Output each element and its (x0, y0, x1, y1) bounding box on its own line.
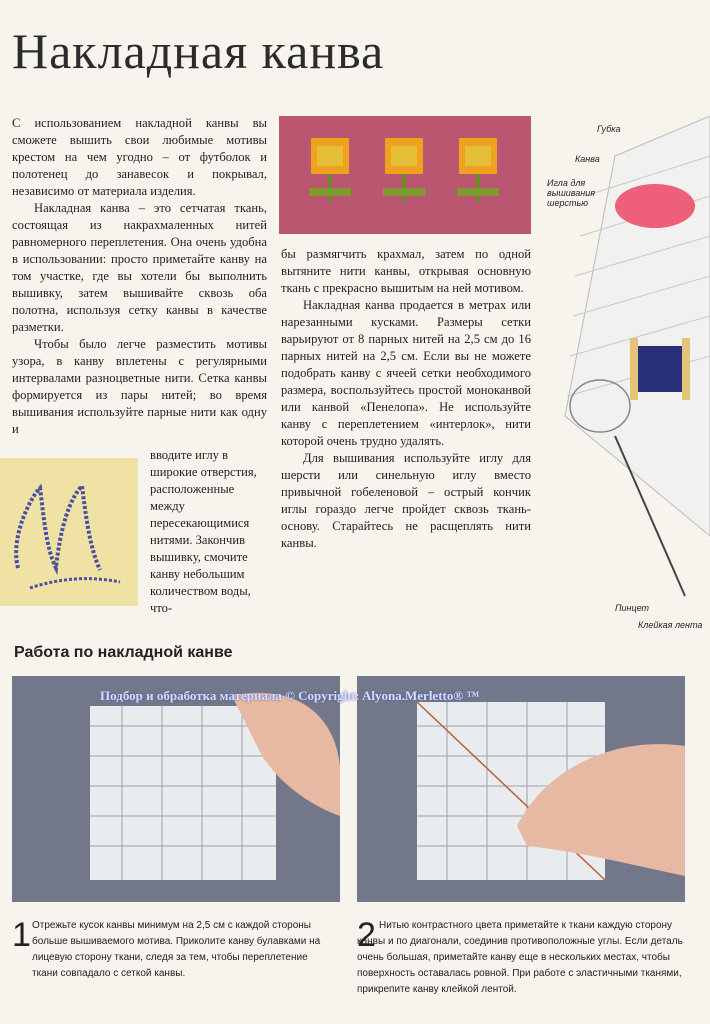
copyright-watermark: Подбор и обработка материала © Copyright: Alyona.Merletto® ™ (100, 688, 480, 703)
column-2 (281, 246, 531, 552)
tulip-embroidery-illustration (279, 116, 531, 234)
thread-spool (630, 338, 690, 400)
callout-sponge: Губка (597, 124, 621, 134)
step-2-illustration (357, 676, 685, 902)
step-2-number: 2 (357, 916, 376, 954)
tulip-motif-3 (457, 138, 499, 202)
monogram-illustration (0, 458, 138, 606)
tulip-motif-2 (383, 138, 425, 202)
tulip-motif-1 (309, 138, 351, 202)
callout-needle: Игла для вышивания шерстью (547, 178, 596, 208)
section-heading: Работа по накладной канве (14, 644, 233, 661)
callout-canvas: Канва (575, 154, 600, 164)
step-1-illustration (12, 676, 340, 902)
paragraph-placement: Чтобы было легче разместить мотивы узора, в канву вплетены с регулярными интервалами разноцветные нити. Сетка канвы формируется из пары нитей; во время вышивания используйте парные нити как одну и (12, 337, 267, 436)
paragraph-sizes: Накладная канва продается в метрах или нарезанными кусками. Размеры сетки варьируют от 8 парных нитей на 2,5 см до 16 парных нитей на 2,5 см. Если вы не можете подобрать канву с ячеей сетки необходимого размера, воспользуйтесь простой моноканвой или канвой «Пенелопа». Не используйте канву с переплетением «интерлок», нити которой очень трудно удалять. (281, 298, 531, 448)
callout-tweezers: Пинцет (615, 603, 650, 613)
paragraph-needle: Для вышивания используйте иглу для шерсти или синельную иглу вместо привычной гобеленовой – острый кончик иглы гораздо легче пройдет сквозь ткань-основу. Старайтесь не расщеплять нити канвы. (281, 451, 531, 550)
tulip-embroidery-image (279, 116, 531, 234)
step-1-photo (12, 676, 340, 902)
tools-image (545, 116, 710, 616)
step-2-text: Нитью контрастного цвета приметайте к ткани каждую сторону канвы и по диагонали, соединив противоположные углы. Если деталь очень большая, приметайте канву еще в нескольких местах, чтобы поверхность оставалась ровной. При работе с эластичными тканями, прикрепите канву клейкой лентой. (357, 920, 683, 995)
wool-skein (615, 184, 695, 228)
page-title: Накладная канва (12, 23, 385, 79)
step-1-number: 1 (12, 916, 31, 954)
step-1-text: Отрежьте кусок канвы минимум на 2,5 см с каждой стороны больше вышиваемого мотива. Приколите канву булавками на лицевую сторону ткани, следя за тем, чтобы переплетение ткани совпадало с сеткой канвы. (32, 920, 321, 979)
column-1-continuation (150, 447, 268, 617)
paragraph-finish: бы размягчить крахмал, затем по одной вытяните нити канвы, открывая основную ткань с прекрасно вышитым на ней мотивом. (281, 247, 531, 295)
paragraph-continuation: вводите иглу в широкие отверстия, расположенные между пересекающимися нитями. Закончив вышивку, смочите канву небольшим количеством воды, что- (150, 448, 257, 615)
callout-tape: Клейкая лента (638, 620, 703, 630)
step-2-photo (357, 676, 685, 902)
column-1 (12, 115, 267, 438)
monogram-embroidery-image (0, 458, 138, 606)
paragraph-definition: Накладная канва – это сетчатая ткань, состоящая из накрахмаленных нитей равномерного переплетения. Она очень удобна в использовании: просто приметайте канву на том участке, где вы хотели бы выполнить вышивку, затем вышивайте сквозь оба полотна, используя сетку канвы в качестве разметки. (12, 201, 267, 334)
paragraph-intro: С использованием накладной канвы вы сможете вышить свои любимые мотивы крестом на чем угодно – от футболок и полотенец до занавесок и покрывал, независимо от материала изделия. (12, 116, 267, 198)
